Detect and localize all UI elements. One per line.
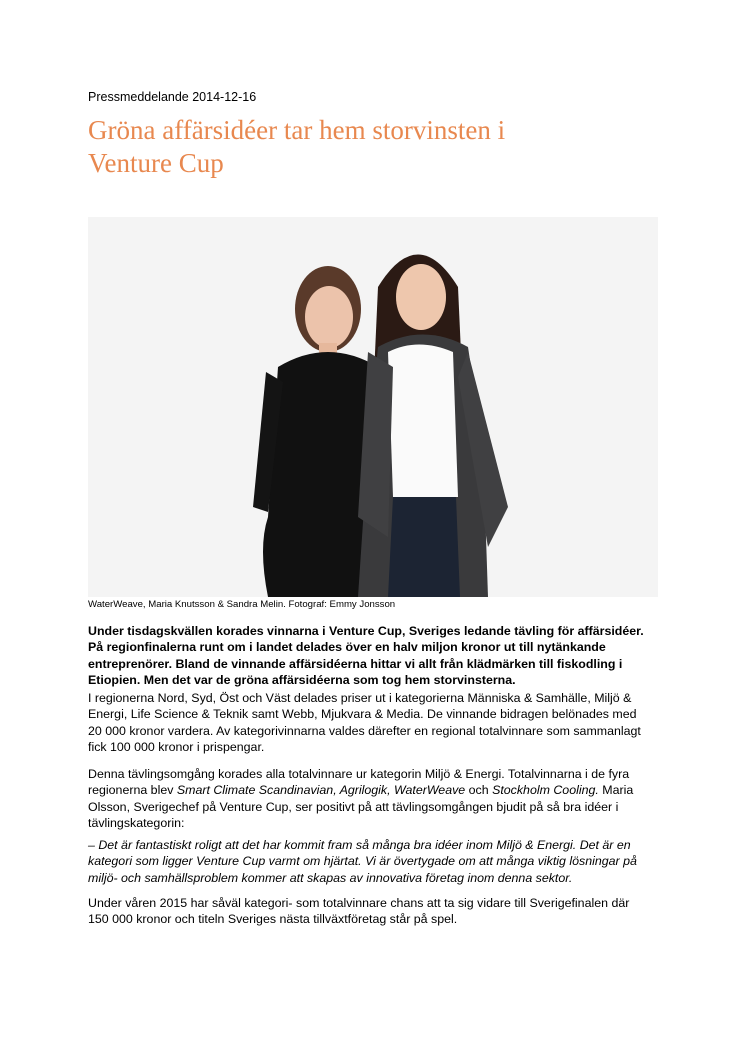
paragraph-line: fick 100 000 kronor i prispengar.: [88, 739, 265, 754]
press-release-date: Pressmeddelande 2014-12-16: [88, 90, 257, 104]
text-run: Maria: [598, 783, 634, 798]
paragraph-line: Denna tävlingsomgång korades alla totalvinnare ur kategorin Miljö & Energi. Totalvinnarna i de fyra: [88, 767, 630, 781]
lead-line: Etiopien. Men det var de gröna affärsidéerna som tog hem storvinsterna.: [88, 672, 516, 687]
title-line-1: Gröna affärsidéer tar hem storvinsten i: [88, 115, 506, 145]
winner-name-stockholm-cooling: Stockholm Cooling.: [492, 783, 599, 798]
paragraph-line: 20 000 kronor vardera. Av kategorivinnarna valdes därefter en regional totalvinnare som sammanlagt: [88, 723, 641, 738]
paragraph-line: Under våren 2015 har såväl kategori- som totalvinnare chans att ta sig vidare till Sverigefinalen där: [88, 896, 630, 910]
paragraph-line: Olsson, Sverigechef på Venture Cup, ser positivt på att tävlingsomgången bjudit på så bra idéer i: [88, 799, 619, 814]
winners-photo: [88, 217, 658, 597]
paragraph-line: [88, 782, 660, 798]
text-run: regionerna blev: [88, 783, 177, 798]
photo-caption: WaterWeave, Maria Knutsson & Sandra Melin. Fotograf: Emmy Jonsson: [88, 599, 396, 610]
title-line-2: Venture Cup: [88, 148, 224, 178]
lead-line: Under tisdagskvällen korades vinnarna i Venture Cup, Sveriges ledande tävling för affärsidéer.: [88, 624, 644, 638]
page-title: [88, 114, 648, 180]
body-paragraph-final: [88, 895, 660, 928]
paragraph-line: tävlingskategorin:: [88, 815, 185, 830]
paragraph-line: 150 000 kronor och titeln Sveriges nästa tillväxtföretag står på spel.: [88, 912, 458, 927]
body-paragraph-winners: [88, 766, 660, 831]
lead-line: På regionfinalerna runt om i landet delades över en halv miljon kronor ut till nytänkande: [88, 640, 606, 655]
quote-line: – Det är fantastiskt roligt att det har kommit fram så många bra idéer inom Miljö & Energi. Det är en: [88, 838, 631, 852]
photo-of-two-women-icon: [88, 217, 658, 597]
lead-paragraph: [88, 623, 660, 688]
quote-paragraph: [88, 837, 660, 886]
paragraph-line: I regionerna Nord, Syd, Öst och Väst delades priser ut i kategorierna Människa & Samhälle, Miljö &: [88, 691, 632, 705]
quote-line: miljö- och samhällsproblem kommer att skapas av innovativa företag inom denna sektor.: [88, 870, 573, 885]
winner-names: Smart Climate Scandinavian, Agrilogik, WaterWeave: [176, 783, 466, 798]
text-run: och: [465, 783, 493, 798]
quote-line: kategori som ligger Venture Cup varmt om hjärtat. Vi är övertygade om att många viktig lösningar på: [88, 854, 637, 869]
body-paragraph-prizes: [88, 690, 660, 755]
paragraph-line: Energi, Life Science & Teknik samt Webb, Mjukvara & Media. De vinnande bidragen belönades med: [88, 707, 637, 722]
lead-line: entreprenörer. Bland de vinnande affärsidéerna hittar vi allt från klädmärken till fiskodling i: [88, 656, 623, 671]
